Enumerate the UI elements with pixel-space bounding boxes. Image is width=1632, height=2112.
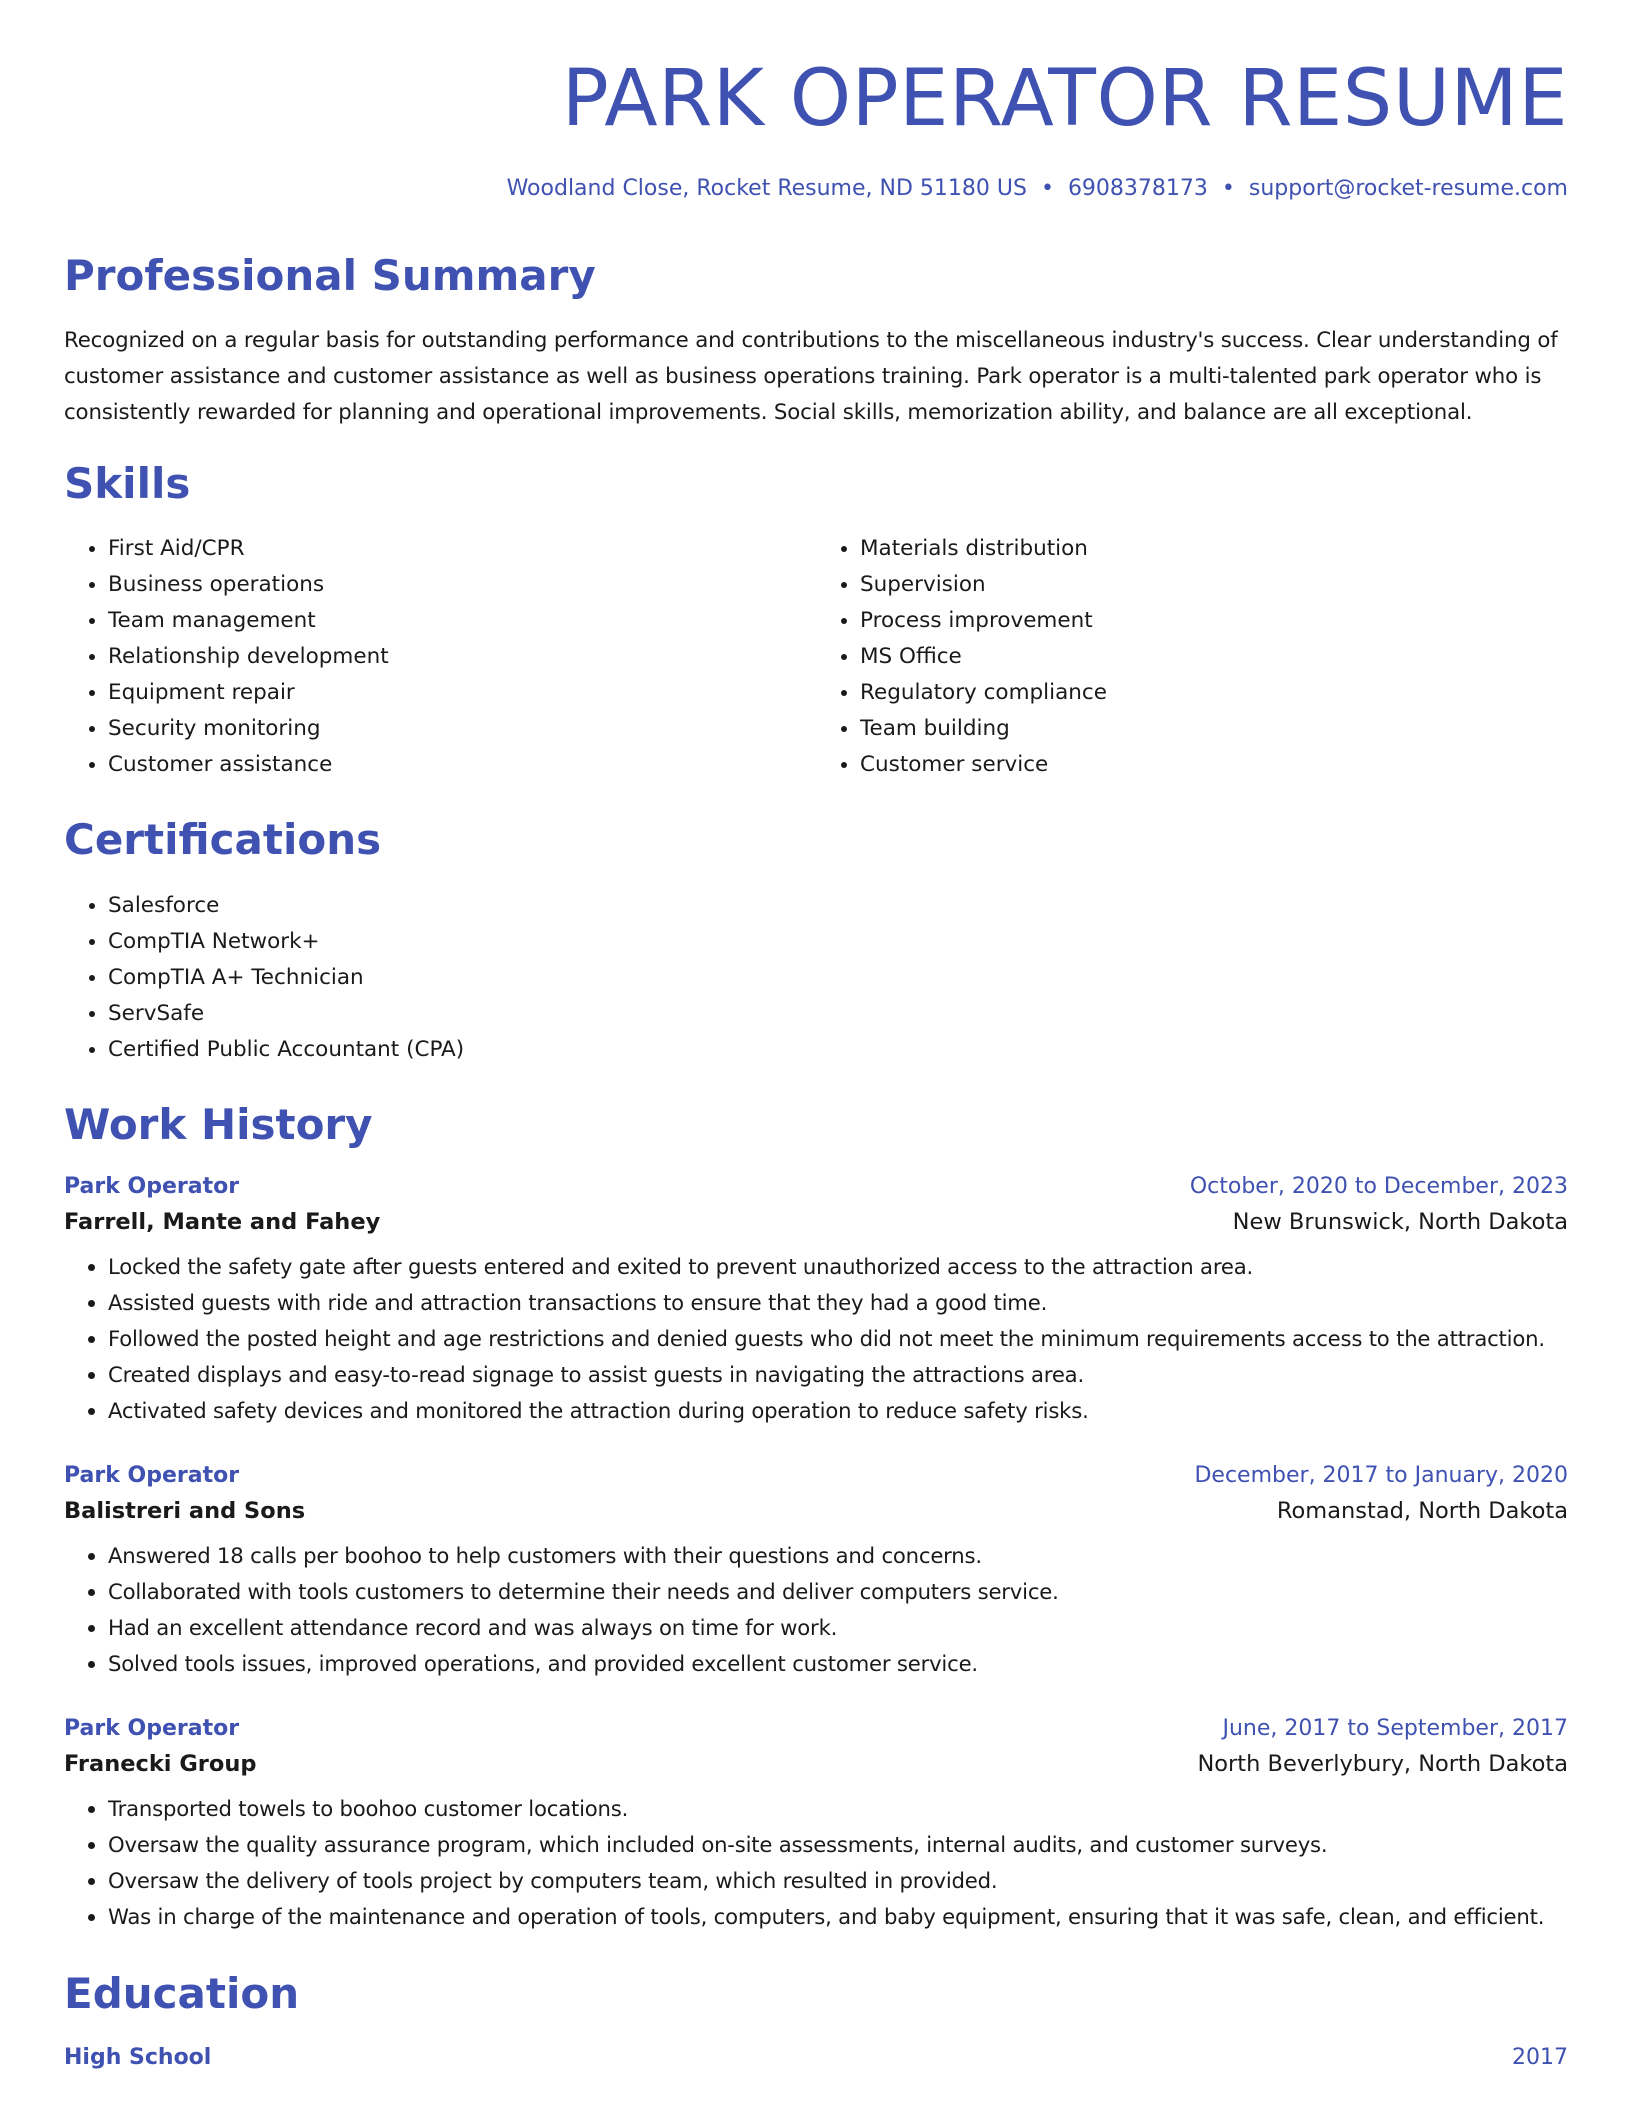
skills-heading: Skills	[64, 459, 191, 509]
certification-item: • ServSafe	[108, 996, 1568, 1032]
skills-list-left	[64, 531, 816, 783]
job-location: Romanstad, North Dakota	[1276, 1497, 1568, 1524]
skill-item: • Regulatory compliance	[860, 675, 1568, 711]
resume-page	[64, 0, 1568, 2070]
job-entry	[64, 1716, 1568, 1935]
job-title: Park Operator	[64, 1715, 240, 1741]
duty-item: • Followed the posted height and age restrictions and denied guests who did not meet the minimum requirements access to the attraction.	[108, 1321, 1568, 1357]
skill-item: • Supervision	[860, 567, 1568, 603]
job-location: New Brunswick, North Dakota	[1232, 1208, 1568, 1235]
job-duties	[64, 1538, 1568, 1682]
job-dates: December, 2017 to January, 2020	[1194, 1462, 1568, 1488]
duty-item: • Locked the safety gate after guests entered and exited to prevent unauthorized access to the attraction area.	[108, 1249, 1568, 1285]
duty-item: • Collaborated with tools customers to determine their needs and deliver computers service.	[108, 1574, 1568, 1610]
email-link[interactable]: support@rocket-resume.com	[1248, 176, 1568, 201]
skill-item: • Customer service	[860, 747, 1568, 783]
education-year: 2017	[1512, 2044, 1568, 2070]
job-company-row	[64, 1751, 1568, 1777]
job-duties	[64, 1791, 1568, 1935]
job-company-row	[64, 1498, 1568, 1524]
education-entry	[64, 2045, 1568, 2070]
job-header	[64, 1174, 1568, 1199]
job-entry	[64, 1463, 1568, 1682]
job-entry	[64, 1174, 1568, 1429]
skill-item: • MS Office	[860, 639, 1568, 675]
education-degree: High School	[64, 2044, 212, 2070]
skill-item: • Business operations	[108, 567, 816, 603]
duty-item: • Had an excellent attendance record and was always on time for work.	[108, 1610, 1568, 1646]
company-name: Farrell, Mante and Fahey	[64, 1208, 381, 1235]
duty-item: • Answered 18 calls per boohoo to help customers with their questions and concerns.	[108, 1538, 1568, 1574]
phone: 6908378173	[1067, 176, 1208, 201]
skill-item: • Security monitoring	[108, 711, 816, 747]
skill-item: • Process improvement	[860, 603, 1568, 639]
education-heading: Education	[64, 1968, 300, 2018]
certifications-heading: Certifications	[64, 815, 382, 865]
summary-text: Recognized on a regular basis for outstanding performance and contributions to the miscellaneous industry's success. Clear understanding of customer assistance and customer assistance as well as business operations training. Park operator is a multi-talented park operator who is consistently rewarded for planning and operational improvements. Social skills, memorization ability, and balance are all exceptional.	[64, 328, 1558, 426]
duty-item: • Oversaw the quality assurance program, which included on-site assessments, internal audits, and customer surveys.	[108, 1827, 1568, 1863]
duty-item: • Created displays and easy-to-read signage to assist guests in navigating the attractions area.	[108, 1357, 1568, 1393]
skill-item: • Team management	[108, 603, 816, 639]
contact-line	[64, 176, 1568, 201]
certifications-list	[64, 888, 1568, 1068]
job-title: Park Operator	[64, 1173, 240, 1199]
duty-item: • Was in charge of the maintenance and operation of tools, computers, and baby equipment, ensuring that it was safe, clean, and efficient.	[108, 1899, 1568, 1935]
address: Woodland Close, Rocket Resume, ND 51180 US	[506, 176, 1027, 201]
skill-item: • Team building	[860, 711, 1568, 747]
certification-item: • Certified Public Accountant (CPA)	[108, 1032, 1568, 1068]
duty-item: • Assisted guests with ride and attraction transactions to ensure that they had a good time.	[108, 1285, 1568, 1321]
job-location: North Beverlybury, North Dakota	[1197, 1750, 1568, 1777]
job-header	[64, 1716, 1568, 1741]
job-company-row	[64, 1209, 1568, 1235]
company-name: Franecki Group	[64, 1750, 257, 1777]
skill-item: • Customer assistance	[108, 747, 816, 783]
work-history-heading: Work History	[64, 1099, 373, 1149]
job-duties	[64, 1249, 1568, 1429]
summary-heading: Professional Summary	[64, 251, 596, 300]
job-title: Park Operator	[64, 1462, 240, 1488]
skills-columns	[64, 531, 1568, 783]
skill-item: • Relationship development	[108, 639, 816, 675]
job-dates: October, 2020 to December, 2023	[1189, 1173, 1568, 1199]
certification-item: • CompTIA Network+	[108, 924, 1568, 960]
resume-title: PARK OPERATOR RESUME	[561, 54, 1568, 144]
certification-item: • CompTIA A+ Technician	[108, 960, 1568, 996]
job-header	[64, 1463, 1568, 1488]
skill-item: • Equipment repair	[108, 675, 816, 711]
company-name: Balistreri and Sons	[64, 1497, 306, 1524]
separator-dot: •	[1040, 176, 1054, 201]
duty-item: • Transported towels to boohoo customer locations.	[108, 1791, 1568, 1827]
certification-item: • Salesforce	[108, 888, 1568, 924]
skill-item: • First Aid/CPR	[108, 531, 816, 567]
duty-item: • Activated safety devices and monitored the attraction during operation to reduce safety risks.	[108, 1393, 1568, 1429]
duty-item: • Oversaw the delivery of tools project by computers team, which resulted in provided.	[108, 1863, 1568, 1899]
skill-item: • Materials distribution	[860, 531, 1568, 567]
separator-dot: •	[1221, 176, 1235, 201]
job-dates: June, 2017 to September, 2017	[1222, 1715, 1568, 1741]
skills-list-right	[816, 531, 1568, 783]
duty-item: • Solved tools issues, improved operations, and provided excellent customer service.	[108, 1646, 1568, 1682]
